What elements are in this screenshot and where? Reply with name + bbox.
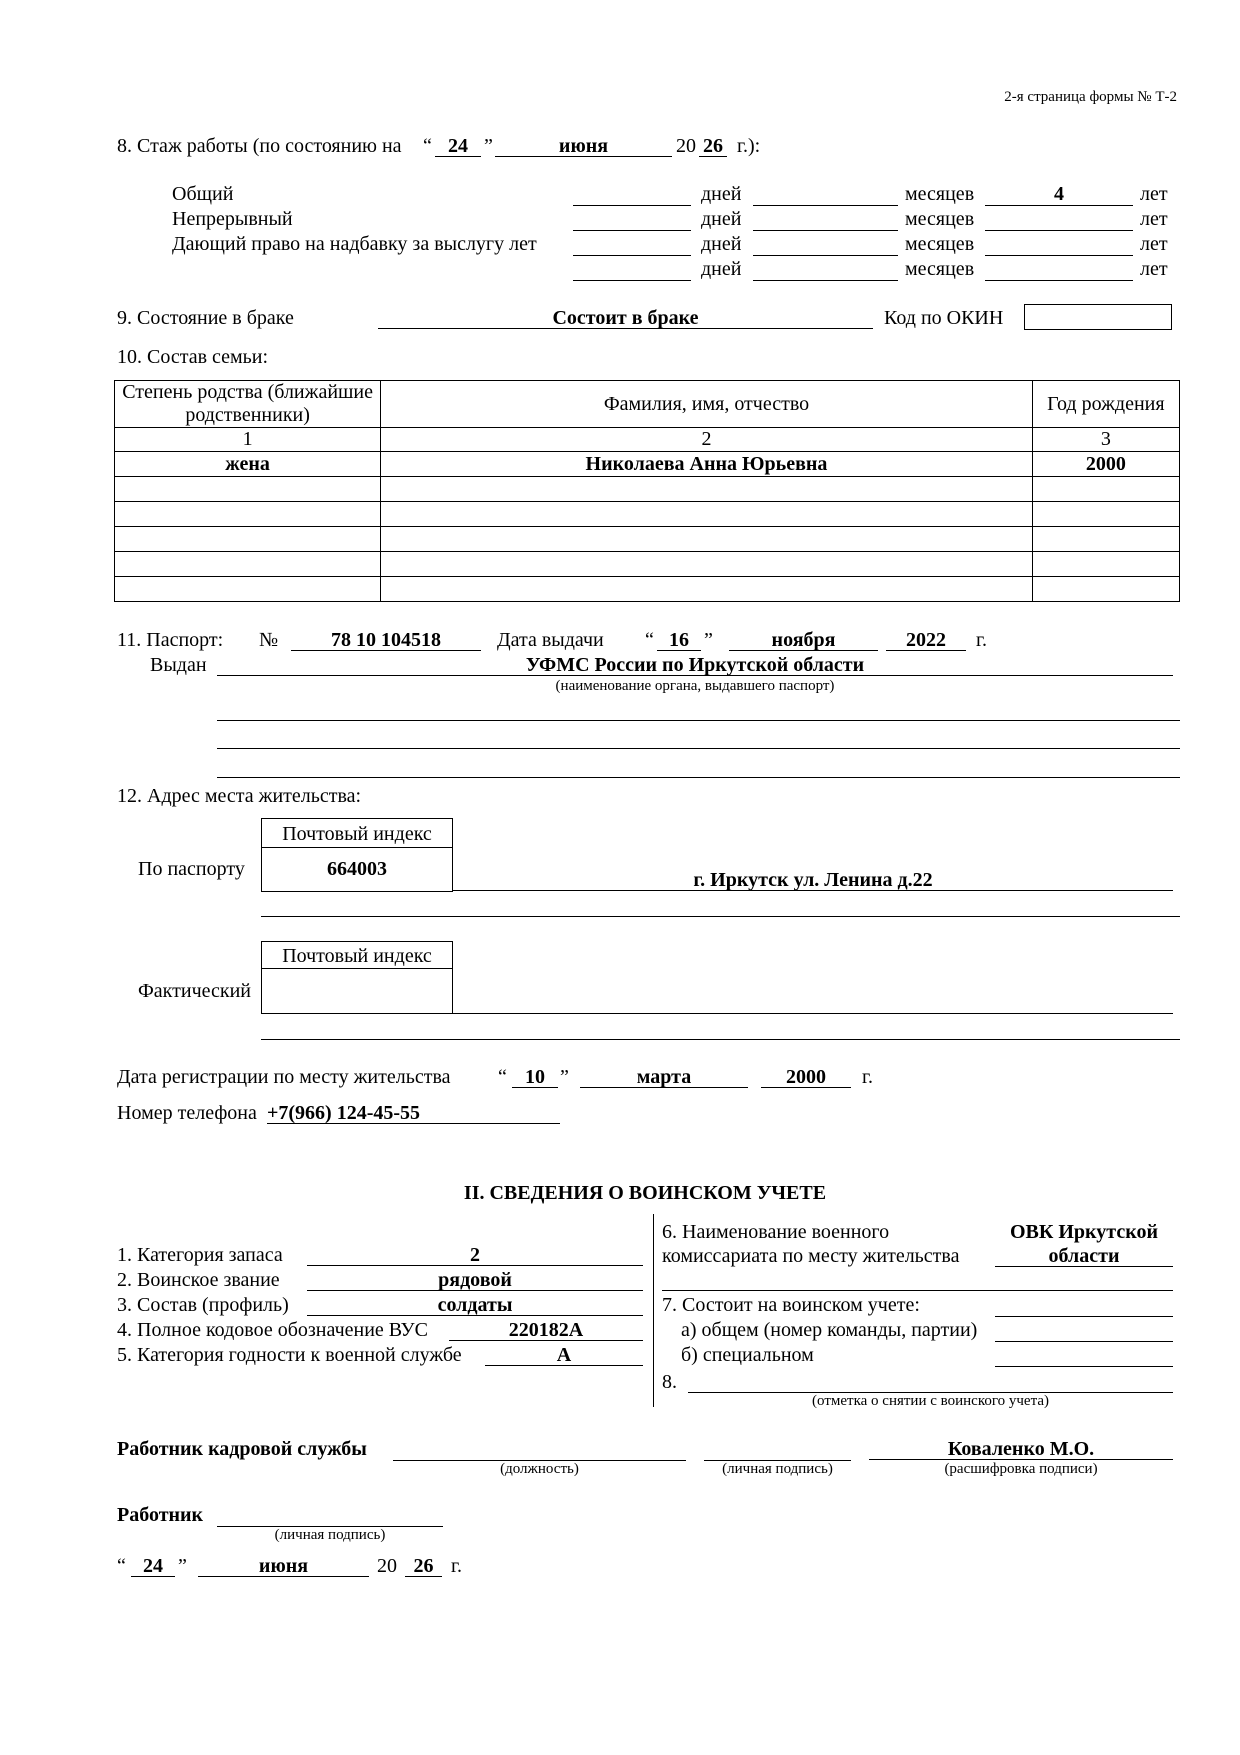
family-header-birthyear: Год рождения (1032, 381, 1179, 428)
years-unit: лет (1140, 233, 1168, 255)
family-label: 10. Состав семьи: (117, 346, 269, 368)
family-name-cell[interactable] (381, 502, 1033, 527)
seniority-days[interactable] (573, 184, 691, 206)
family-relation-cell[interactable] (115, 502, 381, 527)
quote-open: “ (645, 629, 654, 651)
special-registration-label: б) специальном (681, 1344, 814, 1366)
family-birthyear-cell[interactable] (1032, 477, 1179, 502)
hr-name[interactable]: Коваленко М.О. (869, 1439, 1173, 1460)
general-registration-line (995, 1341, 1173, 1342)
postal-index-header: Почтовый индекс (261, 941, 453, 969)
seniority-months[interactable] (753, 234, 898, 256)
family-relation-cell[interactable] (115, 577, 381, 602)
issue-month[interactable]: ноября (729, 630, 878, 651)
quote-close: ” (178, 1555, 187, 1577)
okin-code-box[interactable] (1024, 304, 1172, 330)
passport-address[interactable]: г. Иркутск ул. Ленина д.22 (453, 870, 1173, 891)
family-name-cell[interactable] (381, 477, 1033, 502)
issue-year[interactable]: 2022 (886, 630, 966, 651)
commissariat-line (662, 1290, 1173, 1291)
passport-number[interactable]: 78 10 104518 (291, 630, 481, 651)
number-sign: № (259, 629, 279, 651)
signature-caption: (личная подпись) (722, 1461, 833, 1477)
commissariat-label: 6. Наименование военного (662, 1221, 890, 1243)
registration-day[interactable]: 10 (512, 1067, 558, 1088)
table-row (115, 477, 1180, 502)
years-unit: лет (1140, 183, 1168, 205)
months-unit: месяцев (905, 208, 975, 230)
military-field-label: 4. Полное кодовое обозначение ВУС (117, 1319, 429, 1341)
seniority-suffix: г.): (737, 135, 761, 157)
year-prefix: 20 (676, 135, 696, 157)
family-relation-cell[interactable] (115, 477, 381, 502)
family-relation-cell[interactable]: жена (115, 452, 381, 477)
military-field-label: 1. Категория запаса (117, 1244, 283, 1266)
family-birthyear-cell[interactable] (1032, 502, 1179, 527)
family-relation-cell[interactable] (115, 527, 381, 552)
employee-date-year[interactable]: 26 (405, 1556, 442, 1577)
table-row (115, 502, 1180, 527)
registration-suffix: г. (862, 1066, 873, 1088)
military-field-label: 3. Состав (профиль) (117, 1294, 289, 1316)
year-suffix: г. (976, 629, 987, 651)
family-birthyear-cell[interactable]: 2000 (1032, 452, 1179, 477)
quote-close: ” (704, 629, 713, 651)
seniority-day[interactable]: 24 (435, 136, 481, 157)
military-profile-value[interactable]: солдаты (307, 1295, 643, 1316)
months-unit: месяцев (905, 183, 975, 205)
column-number: 3 (1032, 428, 1179, 452)
column-number: 1 (115, 428, 381, 452)
name-caption: (расшифровка подписи) (944, 1461, 1098, 1477)
phone-label: Номер телефона (117, 1102, 257, 1124)
family-relation-cell[interactable] (115, 552, 381, 577)
seniority-row-label: Непрерывный (172, 208, 293, 230)
family-name-cell[interactable] (381, 527, 1033, 552)
seniority-months[interactable] (753, 184, 898, 206)
deregistration-caption: (отметка о снятии с воинского учета) (812, 1393, 1049, 1409)
postal-index-header: Почтовый индекс (261, 818, 453, 848)
year-prefix: 20 (377, 1555, 397, 1577)
marital-status-value[interactable]: Состоит в браке (378, 308, 873, 329)
family-name-cell[interactable] (381, 552, 1033, 577)
seniority-year[interactable]: 26 (699, 136, 727, 157)
days-unit: дней (701, 233, 742, 255)
hr-worker-label: Работник кадровой службы (117, 1438, 367, 1460)
page-label: 2-я страница формы № Т-2 (1004, 89, 1177, 105)
seniority-days[interactable] (573, 234, 691, 256)
seniority-years[interactable]: 4 (985, 184, 1133, 206)
days-unit: дней (701, 183, 742, 205)
family-header-relation: Степень родства (ближайшие родственники) (115, 381, 381, 428)
registered-label: 7. Состоит на воинском учете: (662, 1294, 920, 1316)
seniority-years[interactable] (985, 209, 1133, 231)
employee-date-day[interactable]: 24 (131, 1556, 175, 1577)
military-field-label: 5. Категория годности к военной службе (117, 1344, 462, 1366)
position-caption: (должность) (500, 1461, 579, 1477)
military-field-label: 2. Воинское звание (117, 1269, 280, 1291)
general-registration-label: а) общем (номер команды, партии) (681, 1319, 978, 1341)
seniority-title: 8. Стаж работы (по состоянию на (117, 135, 402, 157)
vus-code-value[interactable]: 220182А (449, 1320, 643, 1341)
employee-date-month[interactable]: июня (198, 1556, 369, 1577)
family-birthyear-cell[interactable] (1032, 577, 1179, 602)
marital-status-label: 9. Состояние в браке (117, 307, 294, 329)
okin-label: Код по ОКИН (884, 307, 1004, 329)
months-unit: месяцев (905, 233, 975, 255)
quote-open: “ (117, 1555, 126, 1577)
family-name-cell[interactable]: Николаева Анна Юрьевна (381, 452, 1033, 477)
address-label: 12. Адрес места жительства: (117, 785, 362, 807)
item8-label: 8. (662, 1371, 677, 1393)
seniority-years[interactable] (985, 234, 1133, 256)
seniority-days[interactable] (573, 259, 691, 281)
address-line (261, 1039, 1180, 1040)
family-table (114, 380, 1180, 602)
employee-date-suffix: г. (451, 1555, 462, 1577)
fitness-category-value[interactable]: А (485, 1345, 643, 1366)
seniority-months[interactable] (753, 259, 898, 281)
column-number: 2 (381, 428, 1033, 452)
employee-signature-caption: (личная подпись) (274, 1527, 386, 1543)
months-unit: месяцев (905, 258, 975, 280)
registered-line (995, 1316, 1173, 1317)
seniority-years[interactable] (985, 259, 1133, 281)
blank-line (217, 777, 1180, 778)
quote-close: ” (560, 1066, 569, 1088)
blank-line (217, 748, 1180, 749)
commissariat-value[interactable]: области (995, 1246, 1173, 1267)
actual-address-label: Фактический (138, 980, 252, 1002)
quote-close: ” (484, 135, 493, 157)
days-unit: дней (701, 208, 742, 230)
registration-year[interactable]: 2000 (761, 1067, 851, 1088)
seniority-days[interactable] (573, 209, 691, 231)
days-unit: дней (701, 258, 742, 280)
issue-date-label: Дата выдачи (497, 629, 604, 651)
employee-label: Работник (117, 1504, 204, 1526)
military-section-title: II. СВЕДЕНИЯ О ВОИНСКОМ УЧЕТЕ (463, 1182, 827, 1204)
registration-label: Дата регистрации по месту жительства (117, 1066, 451, 1088)
special-registration-line (995, 1366, 1173, 1367)
years-unit: лет (1140, 258, 1168, 280)
issued-by-label: Выдан (150, 654, 207, 676)
address-line (261, 916, 1180, 917)
registration-month[interactable]: марта (580, 1067, 748, 1088)
military-divider (653, 1214, 654, 1407)
issued-by-caption: (наименование органа, выдавшего паспорт) (555, 678, 835, 694)
blank-line (217, 720, 1180, 721)
reserve-category-value[interactable]: 2 (307, 1245, 643, 1266)
commissariat-label: комиссариата по месту жительства (662, 1245, 960, 1267)
commissariat-value[interactable]: ОВК Иркутской (1009, 1221, 1159, 1243)
passport-label: 11. Паспорт: (117, 629, 224, 651)
seniority-row-label: Общий (172, 183, 234, 205)
issue-day[interactable]: 16 (657, 630, 701, 651)
seniority-row-label: Дающий право на надбавку за выслугу лет (172, 233, 537, 255)
table-row (115, 527, 1180, 552)
phone-value[interactable]: +7(966) 124-45-55 (267, 1103, 560, 1124)
actual-postal-index[interactable] (261, 968, 453, 1014)
family-birthyear-cell[interactable] (1032, 527, 1179, 552)
family-name-cell[interactable] (381, 577, 1033, 602)
years-unit: лет (1140, 208, 1168, 230)
by-passport-label: По паспорту (138, 858, 245, 880)
military-rank-value[interactable]: рядовой (307, 1270, 643, 1291)
seniority-month[interactable]: июня (495, 136, 672, 157)
passport-postal-index[interactable]: 664003 (261, 847, 453, 892)
quote-open: “ (423, 135, 432, 157)
quote-open: “ (498, 1066, 507, 1088)
family-birthyear-cell[interactable] (1032, 552, 1179, 577)
seniority-months[interactable] (753, 209, 898, 231)
table-row (115, 552, 1180, 577)
actual-address[interactable] (453, 992, 1173, 1014)
table-row (115, 577, 1180, 602)
issued-by-value[interactable]: УФМС России по Иркутской области (217, 655, 1173, 676)
family-header-name: Фамилия, имя, отчество (381, 381, 1033, 428)
table-row (115, 452, 1180, 477)
